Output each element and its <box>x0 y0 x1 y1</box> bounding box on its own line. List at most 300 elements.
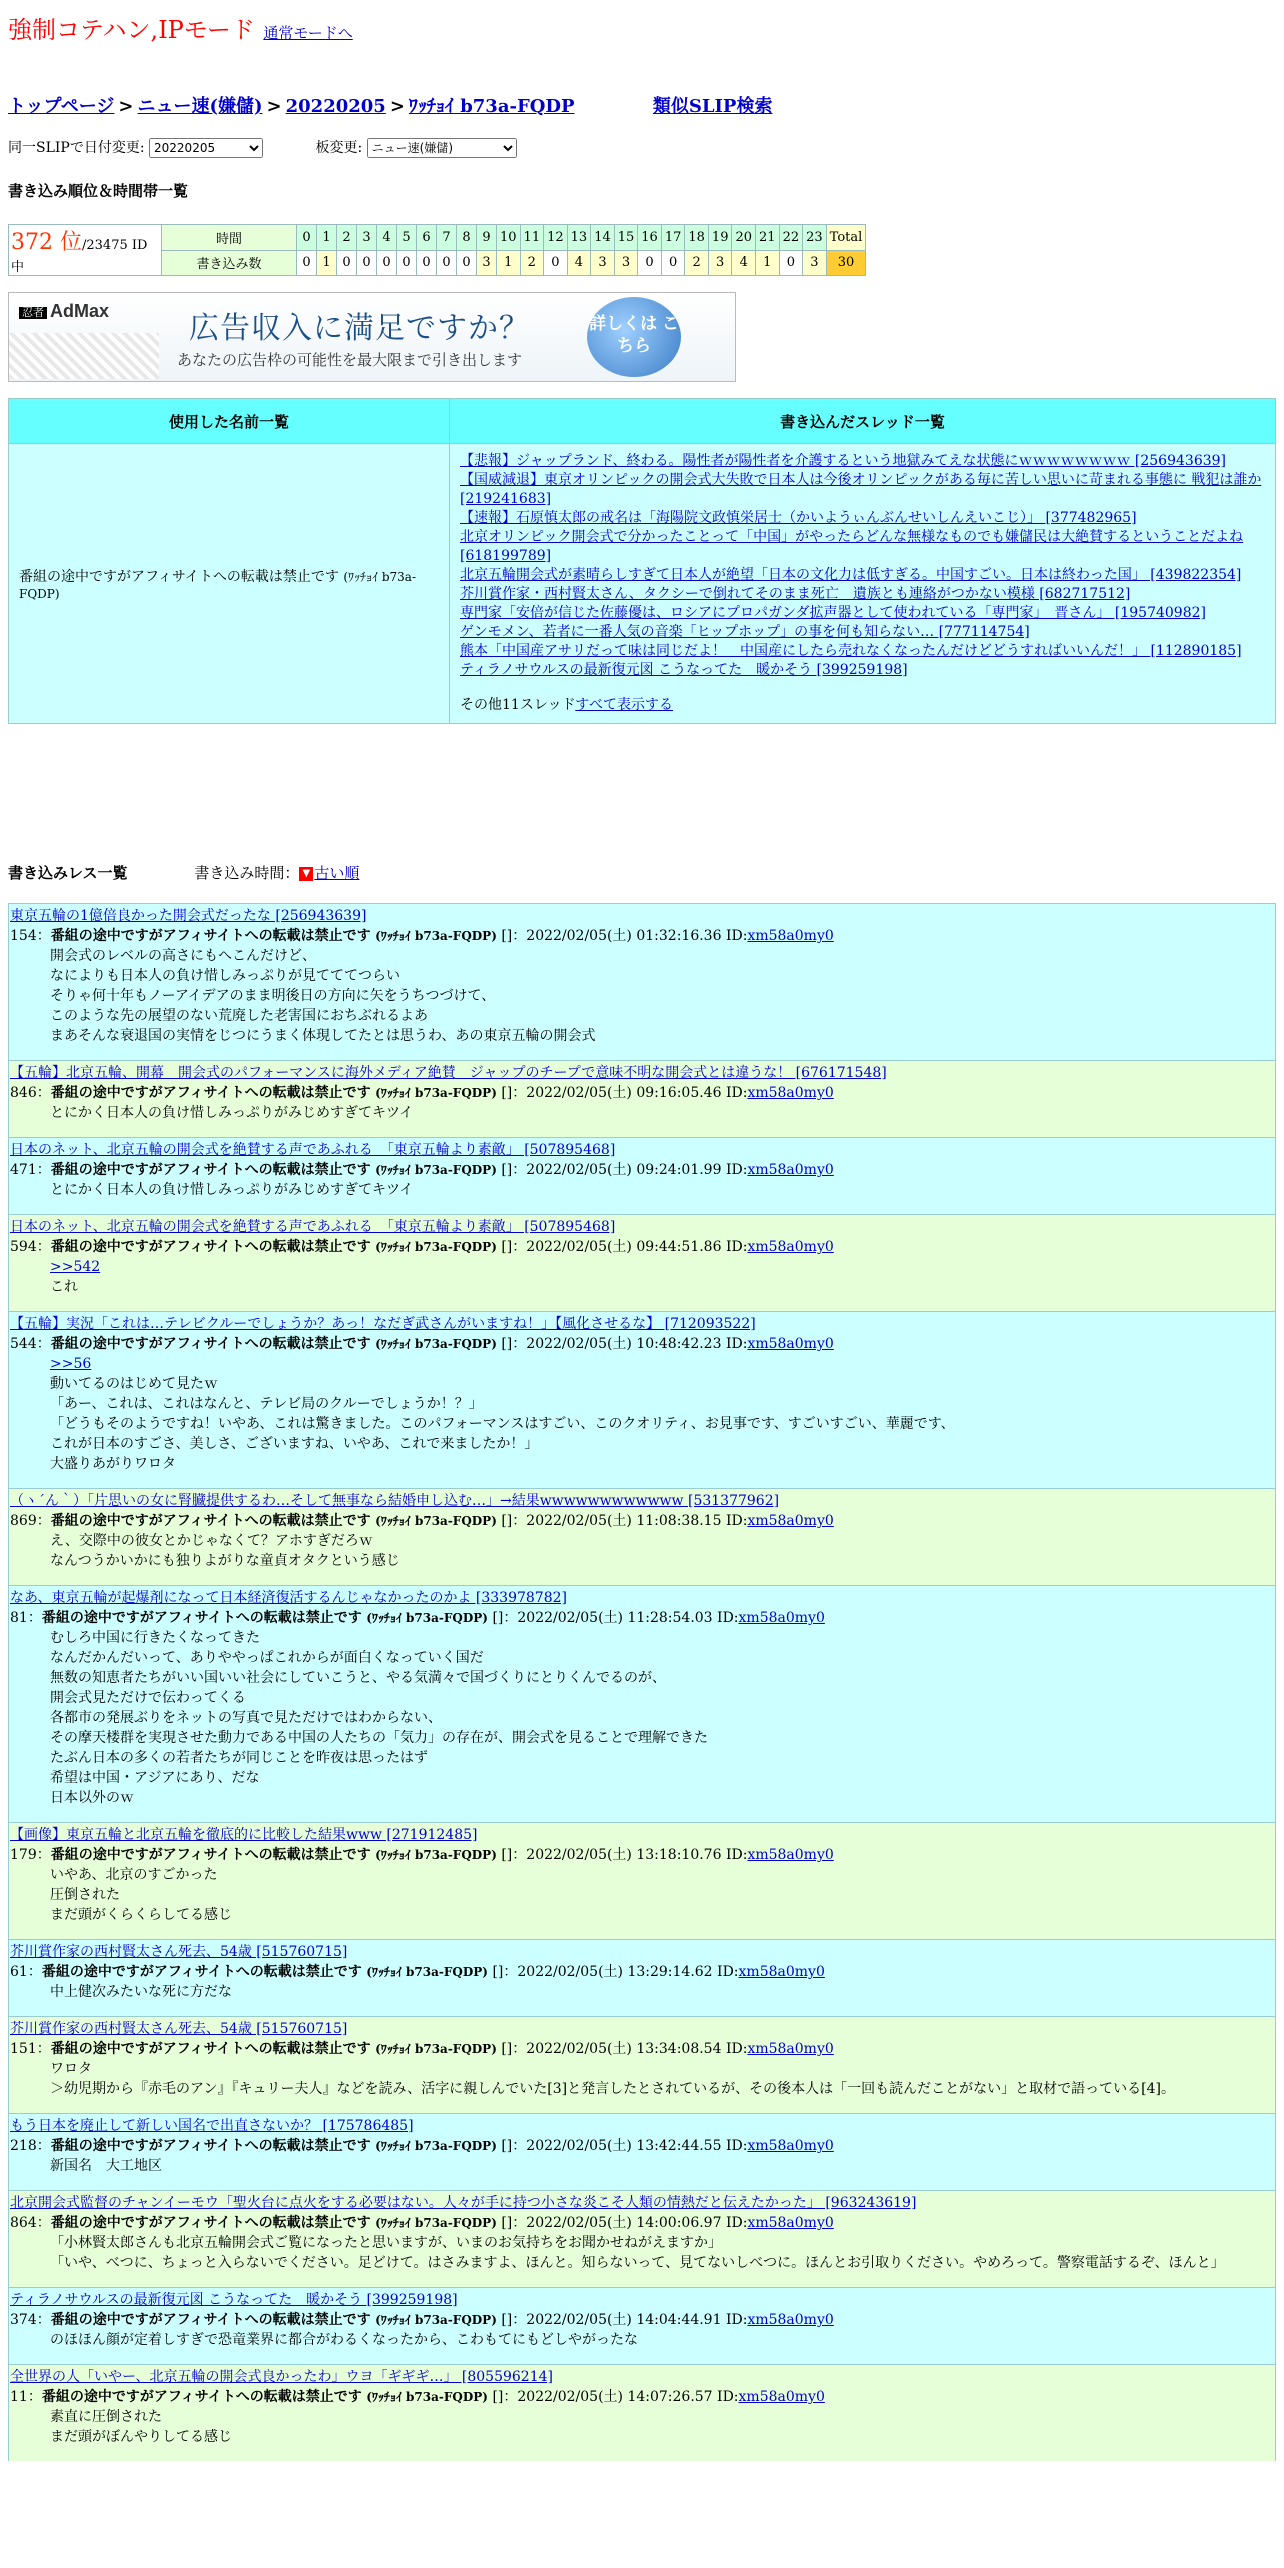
count-cell: 4 <box>567 250 591 276</box>
post-trip: (ﾜｯﾁｮｲ b73a-FQDP) <box>375 2216 497 2230</box>
post-separator: ： <box>36 1239 51 1255</box>
post-body <box>10 1982 1274 2002</box>
hour-cell: 23 <box>803 225 827 251</box>
count-cell: 0 <box>297 250 317 276</box>
count-cell: 1 <box>497 250 521 276</box>
count-cell: 2 <box>520 250 544 276</box>
post <box>8 1060 1276 1137</box>
post-date: 2022/02/05(土) 13:29:14.62 <box>517 1964 713 1980</box>
count-cell: 1 <box>756 250 780 276</box>
similar-slip-search-link[interactable]: 類似SLIP検索 <box>652 96 773 117</box>
post-trip: (ﾜｯﾁｮｲ b73a-FQDP) <box>375 1848 497 1862</box>
post-meta <box>10 1160 1274 1180</box>
post-number: 179 <box>10 1847 37 1863</box>
post-line: 各都市の発展ぶりをネットの写真で見ただけではわからない、 <box>50 1710 442 1726</box>
thread-link[interactable]: 【速報】石原慎太郎の戒名は「海陽院文政慎栄居士（かいようぃんぶんせいしんえいこじ）」 [377482965] <box>460 510 1137 526</box>
post-id-label: ID: <box>717 1964 739 1980</box>
post-id-link[interactable]: xm58a0my0 <box>747 1847 834 1863</box>
post-id-link[interactable]: xm58a0my0 <box>747 2138 834 2154</box>
count-cell: 0 <box>661 250 685 276</box>
count-cell: 0 <box>544 250 568 276</box>
post-line: 「いや、べつに、ちょっと入らないでください。足どけて。はさみますよ、ほんと。知らないって、見てないしべつに。ほんとお引取りください。やめろって。警察電話するぞ、ほんと」 <box>50 2255 1225 2271</box>
post-meta <box>10 1962 1274 1982</box>
count-cell: 0 <box>638 250 662 276</box>
post-id-link[interactable]: xm58a0my0 <box>747 2041 834 2057</box>
count-cell: 0 <box>377 250 397 276</box>
post-meta <box>10 2136 1274 2156</box>
post-id-label: ID: <box>725 1513 748 1529</box>
post-id-link[interactable]: xm58a0my0 <box>747 1336 834 1352</box>
post-number: 864 <box>10 2215 37 2231</box>
ad-banner[interactable] <box>8 292 736 382</box>
total-count: 30 <box>826 250 866 276</box>
post-meta <box>10 926 1274 946</box>
thread-item <box>460 509 1265 528</box>
post-separator: ： <box>36 2215 51 2231</box>
post-separator: ： <box>36 2312 51 2328</box>
count-cell: 0 <box>457 250 477 276</box>
post-trip: (ﾜｯﾁｮｲ b73a-FQDP) <box>375 2313 497 2327</box>
hour-cell: 6 <box>417 225 437 251</box>
count-cell: 0 <box>779 250 803 276</box>
hour-cell: 14 <box>591 225 615 251</box>
thread-item <box>460 604 1265 623</box>
hourly-post-table <box>8 224 866 276</box>
post-id-label: ID: <box>725 1847 748 1863</box>
count-cell: 0 <box>337 250 357 276</box>
post-date: 2022/02/05(土) 09:16:05.46 <box>526 1085 722 1101</box>
thread-item <box>460 471 1265 509</box>
post-id-label: ID: <box>725 1162 748 1178</box>
post <box>8 2016 1276 2113</box>
post-separator: ： <box>36 928 51 944</box>
post-mail: []： <box>501 2312 527 2328</box>
post-line: え、交際中の彼女とかじゃなくて？アホすぎだろｗ <box>50 1533 373 1549</box>
post-line: まだ頭がぼんやりしてる感じ <box>50 2429 232 2445</box>
names-column-header: 使用した名前一覧 <box>9 399 450 444</box>
hour-cell: 15 <box>614 225 638 251</box>
post-mail: []： <box>501 928 527 944</box>
post-trip: (ﾜｯﾁｮｲ b73a-FQDP) <box>375 2042 497 2056</box>
post-thread-link[interactable]: 芥川賞作家の西村賢太さん死去、54歳 [515760715] <box>10 1944 348 1960</box>
thread-item <box>460 566 1265 585</box>
post <box>8 1822 1276 1939</box>
post-mail: []： <box>501 2215 527 2231</box>
post-trip: (ﾜｯﾁｮｲ b73a-FQDP) <box>375 2139 497 2153</box>
post-number: 11 <box>10 2389 28 2405</box>
breadcrumb-separator: > <box>266 96 282 117</box>
post-date: 2022/02/05(土) 14:04:44.91 <box>526 2312 722 2328</box>
post-id-label: ID: <box>725 2041 748 2057</box>
post-id-label: ID: <box>717 2389 739 2405</box>
post-body <box>10 2407 1274 2447</box>
count-cell: 4 <box>732 250 756 276</box>
sort-label: 書き込み時間： <box>194 864 300 882</box>
count-cell: 3 <box>708 250 732 276</box>
post-line: ＞幼児期から『赤毛のアン』『キュリー夫人』などを読み、活字に親しんでいた[3]と発言したとされているが、その後本人は「一回も読んだことがない」と取材で語っている[4]。 <box>50 2081 1175 2097</box>
post-id-link[interactable]: xm58a0my0 <box>738 1964 825 1980</box>
thread-item <box>460 528 1265 566</box>
hour-cell: 0 <box>297 225 317 251</box>
post-body <box>10 1257 1274 1297</box>
hour-cell: 17 <box>661 225 685 251</box>
post-thread-link[interactable]: 【五輪】実況「これは…テレビクルーでしょうか？あっ！なだぎ武さんがいますね！」【風化させるな】 [712093522] <box>10 1316 756 1332</box>
post-thread-link[interactable]: もう日本を廃止して新しい国名で出直さないか？ [175786485] <box>10 2118 414 2134</box>
hour-cell: 21 <box>756 225 780 251</box>
post-meta <box>10 2387 1274 2407</box>
post-separator: ： <box>36 1085 51 1101</box>
select-bar <box>8 137 517 158</box>
post-name: 番組の途中ですがアフィサイトへの転載は禁止です <box>50 2138 371 2154</box>
post-id-label: ID: <box>725 2312 748 2328</box>
post-body <box>10 1531 1274 1571</box>
normal-mode-link[interactable]: 通常モードへ <box>263 24 353 42</box>
post-id-link[interactable]: xm58a0my0 <box>747 1085 834 1101</box>
breadcrumb-date[interactable]: 20220205 <box>285 96 386 117</box>
post-name: 番組の途中ですがアフィサイトへの転載は禁止です <box>50 928 371 944</box>
hour-cell: 20 <box>732 225 756 251</box>
hour-cell: 3 <box>357 225 377 251</box>
count-cell: 3 <box>477 250 497 276</box>
post-trip: (ﾜｯﾁｮｲ b73a-FQDP) <box>366 2390 488 2404</box>
post-line: まだ頭がくらくらしてる感じ <box>50 1907 232 1923</box>
post-id-link[interactable]: xm58a0my0 <box>747 1239 834 1255</box>
ad-decoration <box>9 333 159 379</box>
post-thread-link[interactable]: ティラノサウルスの最新復元図 こうなってた 暖かそう [399259198] <box>10 2292 458 2308</box>
post-line: とにかく日本人の負け惜しみっぷりがみじめすぎてキツイ <box>50 1182 414 1198</box>
ad-headline: 広告収入に満足ですか？ <box>189 312 530 345</box>
post-separator: ： <box>36 1513 51 1529</box>
post-separator: ： <box>36 1336 51 1352</box>
post-line: その摩天楼群を実現させた動力である中国の人たちの「気力」の存在が、開会式を見ることで理解できた <box>50 1730 708 1746</box>
post-trip: (ﾜｯﾁｮｲ b73a-FQDP) <box>375 1086 497 1100</box>
thread-link[interactable]: 北京五輪開会式が素晴らしすぎて日本人が絶望「日本の文化力は低すぎる。中国すごい。日本は終わった国」 [439822354] <box>460 567 1242 583</box>
post-trip: (ﾜｯﾁｮｲ b73a-FQDP) <box>375 1337 497 1351</box>
post-thread-link[interactable]: なあ、東京五輪が起爆剤になって日本経済復活するんじゃなかったのかよ [333978782] <box>10 1590 567 1606</box>
res-list-header <box>8 862 359 883</box>
breadcrumb-board[interactable]: ニュー速(嫌儲) <box>137 96 263 117</box>
count-row-label: 書き込み数 <box>162 250 297 276</box>
show-all-threads-link[interactable]: すべて表示する <box>575 697 673 713</box>
hour-cell: 19 <box>708 225 732 251</box>
post-number: 151 <box>10 2041 37 2057</box>
post-line: なんだかんだいって、ありややっぱこれからが面白くなっていく国だ <box>50 1650 484 1666</box>
post-line: 動いてるのはじめて見たｗ <box>50 1376 218 1392</box>
post-body <box>10 1103 1274 1123</box>
post-body <box>10 1865 1274 1925</box>
post-line: 「あー、これは、これはなんと、テレビ局のクルーでしょうか！？」 <box>50 1396 483 1412</box>
board-change-label: 板変更: <box>315 140 363 156</box>
post-line: 開会式のレベルの高さにもへこんだけど、 <box>50 948 316 964</box>
breadcrumb <box>8 92 772 118</box>
post-list <box>8 903 1276 2461</box>
post-line: 開会式見ただけで伝わってくる <box>50 1690 246 1706</box>
count-cell: 2 <box>685 250 709 276</box>
post-meta <box>10 1511 1274 1531</box>
post-id-link[interactable]: xm58a0my0 <box>747 928 834 944</box>
thread-list <box>460 452 1265 680</box>
post-mail: []： <box>501 1085 527 1101</box>
thread-item <box>460 585 1265 604</box>
post-line: まあそんな衰退国の実情をじつにうまく体現してたとは思うわ、あの東京五輪の開会式 <box>50 1028 596 1044</box>
post-separator: ： <box>36 1162 51 1178</box>
post-line: 「どうもそのようですね！いやあ、これは驚きました。このパフォーマンスはすごい、このクオリティ、お見事です、すごいすごい、華麗です、 <box>50 1416 955 1432</box>
more-threads-line <box>460 696 1265 715</box>
post-number: 544 <box>10 1336 37 1352</box>
post-body <box>10 946 1274 1046</box>
post-meta <box>10 1608 1274 1628</box>
post-trip: (ﾜｯﾁｮｲ b73a-FQDP) <box>366 1965 488 1979</box>
hour-cell: 2 <box>337 225 357 251</box>
name-cell <box>9 444 450 724</box>
post-name: 番組の途中ですがアフィサイトへの転載は禁止です <box>41 1610 362 1626</box>
post-meta <box>10 2039 1274 2059</box>
post-name: 番組の途中ですがアフィサイトへの転載は禁止です <box>50 1239 371 1255</box>
board-select[interactable] <box>367 138 517 158</box>
post-separator: ： <box>36 2138 51 2154</box>
post-meta <box>10 1237 1274 1257</box>
post-name: 番組の途中ですがアフィサイトへの転載は禁止です <box>50 2041 371 2057</box>
post-id-label: ID: <box>725 1239 748 1255</box>
post-trip: (ﾜｯﾁｮｲ b73a-FQDP) <box>375 1240 497 1254</box>
post-line: いやあ、北京のすごかった <box>50 1867 218 1883</box>
post-id-label: ID: <box>725 928 748 944</box>
post-line: 大盛りあがりワロタ <box>50 1456 176 1472</box>
poster-trip: (ﾜｯﾁｮｲ b73a-FQDP) <box>19 569 417 601</box>
post-mail: []： <box>501 1239 527 1255</box>
hour-cell: 8 <box>457 225 477 251</box>
thread-link[interactable]: 芥川賞作家・西村賢太さん、タクシーで倒れてそのまま死亡 遺族とも連絡がつかない模様 [682717512] <box>460 586 1131 602</box>
post-id-label: ID: <box>725 1336 748 1352</box>
post-id-link[interactable]: xm58a0my0 <box>738 1610 825 1626</box>
post-date: 2022/02/05(土) 14:07:26.57 <box>517 2389 713 2405</box>
post-date: 2022/02/05(土) 10:48:42.23 <box>526 1336 722 1352</box>
res-list-title: 書き込みレス一覧 <box>8 864 128 882</box>
post-line: のほほん顔が定着しすぎで恐竜業界に都合がわるくなったから、こわもてにもどしやがったな <box>50 2332 638 2348</box>
page-title: 強制コテハン,IPモード <box>8 16 255 44</box>
hour-cell: 18 <box>685 225 709 251</box>
hour-cell: 9 <box>477 225 497 251</box>
post-name: 番組の途中ですがアフィサイトへの転載は禁止です <box>50 1513 371 1529</box>
post-number: 81 <box>10 1610 28 1626</box>
post-number: 594 <box>10 1239 37 1255</box>
post-body <box>10 1180 1274 1200</box>
thread-item <box>460 452 1265 471</box>
hour-cell: 10 <box>497 225 521 251</box>
thread-link[interactable]: 北京オリンピック開会式で分かったことって「中国」がやったらどんな無様なものでも嫌儲民は大絶賛するということだよね [618199789] <box>460 529 1244 564</box>
post-trip: (ﾜｯﾁｮｲ b73a-FQDP) <box>366 1611 488 1625</box>
post-id-link[interactable]: xm58a0my0 <box>738 2389 825 2405</box>
breadcrumb-slip[interactable]: ﾜｯﾁｮｲ b73a-FQDP <box>408 96 575 117</box>
ad-details-button[interactable]: 詳しくは こちら <box>587 297 681 377</box>
rank-cell <box>9 225 162 276</box>
post-separator: ： <box>27 2389 42 2405</box>
hour-cell: 1 <box>317 225 337 251</box>
post-line: 新国名 大工地区 <box>50 2158 162 2174</box>
hour-cell: 13 <box>567 225 591 251</box>
post <box>8 1488 1276 1585</box>
post-date: 2022/02/05(土) 13:34:08.54 <box>526 2041 722 2057</box>
ad-logo-box: 忍者 <box>19 307 47 319</box>
hour-cell: 7 <box>437 225 457 251</box>
post-line: 圧倒された <box>50 1887 120 1903</box>
post-line: 「小林賢太郎さんも北京五輪開会式ご覧になったと思いますが、いまのお気持ちをお聞かせねがえますか」 <box>50 2235 722 2251</box>
post-number: 374 <box>10 2312 37 2328</box>
post-date: 2022/02/05(土) 11:28:54.03 <box>517 1610 713 1626</box>
hour-cell: 12 <box>544 225 568 251</box>
post-line: むしろ中国に行きたくなってきた <box>50 1630 260 1646</box>
post-number: 154 <box>10 928 37 944</box>
post-body <box>10 2233 1274 2273</box>
post-date: 2022/02/05(土) 14:00:06.97 <box>526 2215 722 2231</box>
post <box>8 1939 1276 2016</box>
rank-position: 372 位 <box>11 230 82 255</box>
mode-header <box>8 10 353 45</box>
date-change-label: 同一SLIPで日付変更: <box>8 140 145 156</box>
post-mail: []： <box>501 1336 527 1352</box>
post-meta <box>10 1083 1274 1103</box>
post-id-link[interactable]: xm58a0my0 <box>747 2215 834 2231</box>
post-separator: ： <box>27 1610 42 1626</box>
post-line: 日本以外のｗ <box>50 1790 134 1806</box>
post-name: 番組の途中ですがアフィサイトへの転載は禁止です <box>50 1336 371 1352</box>
post-name: 番組の途中ですがアフィサイトへの転載は禁止です <box>50 1847 371 1863</box>
post-thread-link[interactable]: 東京五輪の1億倍良かった開会式だったな [256943639] <box>10 908 367 924</box>
thread-link[interactable]: ティラノサウルスの最新復元図 こうなってた 暖かそう [399259198] <box>460 662 908 678</box>
post-line: 希望は中国・アジアにあり、だな <box>50 1770 260 1786</box>
more-threads-count: その他11スレッド <box>460 697 576 713</box>
breadcrumb-top[interactable]: トップページ <box>8 96 115 117</box>
post-thread-link[interactable]: 【画像】東京五輪と北京五輪を徹底的に比較した結果www [271912485] <box>10 1827 478 1843</box>
thread-item <box>460 661 1265 680</box>
post-line: そりゃ何十年もノーアイデアのまま明後日の方向に矢をうちつづけて、 <box>50 988 496 1004</box>
post <box>8 1137 1276 1214</box>
date-select[interactable] <box>149 138 263 158</box>
post-meta <box>10 2213 1274 2233</box>
post-separator: ： <box>36 1847 51 1863</box>
post-id-label: ID: <box>725 2215 748 2231</box>
post-body <box>10 2156 1274 2176</box>
post-mail: []： <box>492 2389 518 2405</box>
post-date: 2022/02/05(土) 13:18:10.76 <box>526 1847 722 1863</box>
post-line <box>50 1257 1274 1277</box>
post-mail: []： <box>501 2041 527 2057</box>
count-cell: 3 <box>591 250 615 276</box>
post-id-link[interactable]: xm58a0my0 <box>747 2312 834 2328</box>
post <box>8 2190 1276 2287</box>
post-mail: []： <box>501 1513 527 1529</box>
threads-column-header: 書き込んだスレッド一覧 <box>450 399 1276 444</box>
post <box>8 1311 1276 1488</box>
post <box>8 903 1276 1060</box>
rank-total: /23475 ID中 <box>11 238 148 275</box>
count-cell: 1 <box>317 250 337 276</box>
threads-cell <box>450 444 1276 724</box>
post-thread-link[interactable]: 日本のネット、北京五輪の開会式を絶賛する声であふれる 「東京五輪より素敵」 [507895468] <box>10 1219 616 1235</box>
post-id-link[interactable]: xm58a0my0 <box>747 1162 834 1178</box>
post-body <box>10 2330 1274 2350</box>
sort-oldest-link[interactable]: 古い順 <box>314 864 360 882</box>
post <box>8 2287 1276 2364</box>
post-line: 無数の知恵者たちがいい国いい社会にしていこうと、やる気満々で国づくりにとりくんでるのが、 <box>50 1670 666 1686</box>
thread-item <box>460 623 1265 642</box>
post-number: 471 <box>10 1162 37 1178</box>
post <box>8 2113 1276 2190</box>
post-number: 61 <box>10 1964 28 1980</box>
reply-anchor-link[interactable]: >>56 <box>50 1356 92 1372</box>
post-meta <box>10 1334 1274 1354</box>
rank-section-title: 書き込み順位＆時間帯一覧 <box>8 182 189 200</box>
post-trip: (ﾜｯﾁｮｲ b73a-FQDP) <box>375 1514 497 1528</box>
post-mail: []： <box>501 1162 527 1178</box>
post-name: 番組の途中ですがアフィサイトへの転載は禁止です <box>41 2389 362 2405</box>
post-number: 869 <box>10 1513 37 1529</box>
thread-link[interactable]: 熊本「中国産アサリだって味は同じだよ！ 中国産にしたら売れなくなったんだけどどうすればいいんだ！」 [112890185] <box>460 643 1242 659</box>
thread-link[interactable]: ゲンモメン、若者に一番人気の音楽「ヒップホップ」の事を何も知らない… [777114754] <box>460 624 1030 640</box>
post-name: 番組の途中ですがアフィサイトへの転載は禁止です <box>41 1964 362 1980</box>
post-line: とにかく日本人の負け惜しみっぷりがみじめすぎてキツイ <box>50 1105 414 1121</box>
count-cell: 3 <box>614 250 638 276</box>
post-name: 番組の途中ですがアフィサイトへの転載は禁止です <box>50 2312 371 2328</box>
hour-cell: 4 <box>377 225 397 251</box>
post-mail: []： <box>492 1610 518 1626</box>
post <box>8 2364 1276 2461</box>
post-body <box>10 2059 1274 2099</box>
count-cell: 0 <box>357 250 377 276</box>
post-line: たぶん日本の多くの若者たちが同じことを昨夜は思ったはず <box>50 1750 428 1766</box>
summary-table <box>8 398 1276 724</box>
post-date: 2022/02/05(土) 01:32:16.36 <box>526 928 722 944</box>
post-thread-link[interactable]: 日本のネット、北京五輪の開会式を絶賛する声であふれる 「東京五輪より素敵」 [507895468] <box>10 1142 616 1158</box>
post-thread-link[interactable]: 全世界の人「いやー、北京五輪の開会式良かったわ」ウヨ「ギギギ…」 [805596214] <box>10 2369 553 2385</box>
post-date: 2022/02/05(土) 11:08:38.15 <box>526 1513 722 1529</box>
thread-link[interactable]: 【悲報】ジャップランド、終わる。陽性者が陽性者を介護するという地獄みてえな状態にｗｗｗｗｗｗｗｗ [256943639] <box>460 453 1226 469</box>
post-date: 2022/02/05(土) 09:24:01.99 <box>526 1162 722 1178</box>
thread-link[interactable]: 【国威減退】東京オリンピックの開会式大失敗で日本人は今後オリンピックがある毎に苦しい思いに苛まれる事態に 戦犯は誰か [219241683] <box>460 472 1262 507</box>
post-id-link[interactable]: xm58a0my0 <box>747 1513 834 1529</box>
post-separator: ： <box>27 1964 42 1980</box>
post-name: 番組の途中ですがアフィサイトへの転載は禁止です <box>50 2215 371 2231</box>
post-thread-link[interactable]: （ヽ´ん｀）「片思いの女に腎臓提供するわ…そして無事なら結婚申し込む…」→結果wwwwwwwwwwww [531377962] <box>10 1493 780 1509</box>
sort-down-icon[interactable]: ▼ <box>299 867 313 881</box>
post-mail: []： <box>492 1964 518 1980</box>
post-meta <box>10 1845 1274 1865</box>
post-number: 218 <box>10 2138 37 2154</box>
post-name: 番組の途中ですがアフィサイトへの転載は禁止です <box>50 1162 371 1178</box>
post-line: これ <box>50 1279 78 1295</box>
post-mail: []： <box>501 2138 527 2154</box>
ad-logo <box>19 301 109 322</box>
post-date: 2022/02/05(土) 13:42:44.55 <box>526 2138 722 2154</box>
poster-name: 番組の途中ですがアフィサイトへの転載は禁止です <box>19 568 339 585</box>
post-id-label: ID: <box>717 1610 739 1626</box>
post-thread-link[interactable]: 北京開会式監督のチャンイーモウ「聖火台に点火をする必要はない。人々が手に持つ小さな炎こそ人類の情熱だと伝えたかった」 [963243619] <box>10 2195 917 2211</box>
post-thread-link[interactable]: 芥川賞作家の西村賢太さん死去、54歳 [515760715] <box>10 2021 348 2037</box>
post-line: なんつうかいかにも独りよがりな童貞オタクという感じ <box>50 1553 400 1569</box>
ad-logo-text: AdMax <box>50 301 110 321</box>
count-cell: 0 <box>437 250 457 276</box>
post-thread-link[interactable]: 【五輪】北京五輪、開幕 開会式のパフォーマンスに海外メディア絶賛 ジャップのチープで意味不明な開会式とは違うな！ [676171548] <box>10 1065 887 1081</box>
thread-link[interactable]: 専門家「安倍が信じた佐藤優は、ロシアにプロパガンダ拡声器として使われている「専門家」 晋さん」 [195740982] <box>460 605 1206 621</box>
post-separator: ： <box>36 2041 51 2057</box>
post-mail: []： <box>501 1847 527 1863</box>
count-cell: 0 <box>397 250 417 276</box>
post-line: このような先の展望のない荒廃した老害国におちぶれるよあ <box>50 1008 428 1024</box>
post-number: 846 <box>10 1085 37 1101</box>
post-line: 素直に圧倒された <box>50 2409 162 2425</box>
reply-anchor-link[interactable]: >>542 <box>50 1259 101 1275</box>
breadcrumb-separator: > <box>118 96 134 117</box>
